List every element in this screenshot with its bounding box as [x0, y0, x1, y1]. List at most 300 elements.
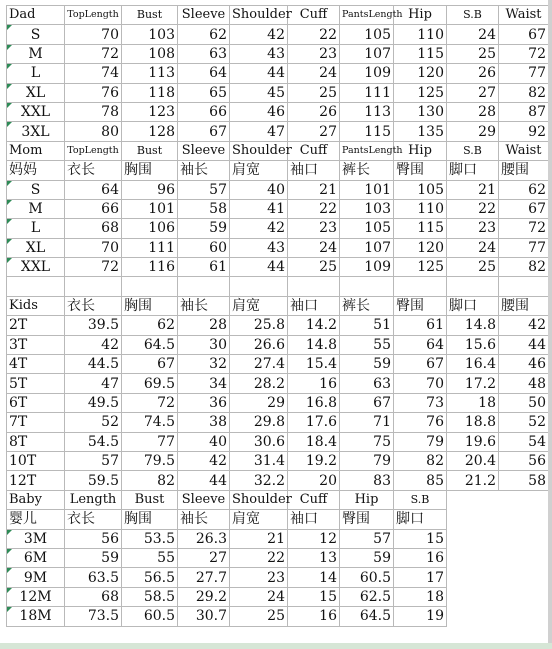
cell[interactable]: 79	[394, 432, 447, 451]
cell[interactable]: 23	[288, 219, 340, 238]
cell[interactable]: 66	[65, 199, 122, 218]
cell[interactable]: Sleeve	[178, 141, 230, 160]
cell[interactable]: Bust	[122, 6, 178, 25]
cell[interactable]: 130	[394, 102, 447, 121]
cell[interactable]: 67	[122, 355, 178, 374]
cell[interactable]: 73	[394, 393, 447, 412]
cell[interactable]: Hip	[394, 141, 447, 160]
cell[interactable]: 27.4	[230, 355, 288, 374]
cell[interactable]: 92	[499, 122, 549, 141]
cell[interactable]: 32	[178, 355, 230, 374]
cell[interactable]: 21	[288, 180, 340, 199]
cell[interactable]: 袖口	[288, 296, 340, 315]
cell[interactable]: 42	[230, 25, 288, 44]
cell[interactable]: 125	[394, 83, 447, 102]
cell[interactable]: 27	[447, 83, 499, 102]
cell[interactable]: 腰围	[499, 161, 549, 180]
cell[interactable]: 21	[230, 529, 288, 548]
cell[interactable]: TopLength	[65, 141, 122, 160]
cell[interactable]: 妈妈	[7, 161, 65, 180]
cell[interactable]: 72	[122, 393, 178, 412]
cell[interactable]: 66	[178, 102, 230, 121]
cell[interactable]: 109	[340, 258, 394, 277]
cell[interactable]: 48	[499, 374, 549, 393]
cell[interactable]: 64	[178, 64, 230, 83]
cell[interactable]: 53.5	[122, 529, 178, 548]
cell[interactable]: 111	[122, 238, 178, 257]
cell[interactable]: 108	[122, 44, 178, 63]
cell[interactable]: 54.5	[65, 432, 122, 451]
cell[interactable]: 42	[230, 219, 288, 238]
cell[interactable]: 28	[178, 316, 230, 335]
cell[interactable]: 59	[340, 548, 394, 567]
cell[interactable]: 44	[230, 258, 288, 277]
cell[interactable]: 63	[340, 374, 394, 393]
cell[interactable]: Hip	[394, 6, 447, 25]
size-cell[interactable]: XL	[7, 83, 65, 102]
cell[interactable]: 111	[340, 83, 394, 102]
size-cell[interactable]: 9M	[7, 568, 65, 587]
cell[interactable]: 15	[288, 587, 340, 606]
cell[interactable]: Waist	[499, 141, 549, 160]
cell[interactable]: 23	[447, 219, 499, 238]
cell[interactable]: 51	[340, 316, 394, 335]
cell[interactable]: 腰围	[499, 296, 549, 315]
size-cell[interactable]: 6M	[7, 548, 65, 567]
cell[interactable]: 62	[499, 180, 549, 199]
cell[interactable]: 16.4	[447, 355, 499, 374]
cell[interactable]: 52	[65, 413, 122, 432]
cell[interactable]: 82	[122, 471, 178, 490]
cell[interactable]: 107	[340, 44, 394, 63]
cell[interactable]: 101	[340, 180, 394, 199]
cell[interactable]: 肩宽	[230, 161, 288, 180]
cell[interactable]: 30.6	[230, 432, 288, 451]
cell[interactable]: 袖口	[288, 510, 340, 529]
cell[interactable]: 16.8	[288, 393, 340, 412]
cell[interactable]: 12	[288, 529, 340, 548]
cell[interactable]: Cuff	[288, 6, 340, 25]
cell[interactable]: 61	[394, 316, 447, 335]
cell[interactable]: 70	[65, 238, 122, 257]
cell[interactable]: 72	[65, 44, 122, 63]
size-cell[interactable]: 4T	[7, 355, 65, 374]
cell[interactable]: 118	[122, 83, 178, 102]
cell[interactable]: 60	[178, 238, 230, 257]
cell[interactable]: 103	[340, 199, 394, 218]
size-cell[interactable]: 2T	[7, 316, 65, 335]
cell[interactable]: 袖长	[178, 296, 230, 315]
cell[interactable]: 115	[394, 219, 447, 238]
cell[interactable]: 68	[65, 587, 122, 606]
cell[interactable]: 115	[340, 122, 394, 141]
cell[interactable]: Cuff	[288, 490, 340, 509]
cell[interactable]: 32.2	[230, 471, 288, 490]
cell[interactable]: 62.5	[340, 587, 394, 606]
cell[interactable]	[122, 277, 178, 296]
cell[interactable]: 52	[499, 413, 549, 432]
cell[interactable]: 22	[447, 199, 499, 218]
cell[interactable]	[394, 277, 447, 296]
cell[interactable]: 67	[178, 122, 230, 141]
cell[interactable]: 22	[230, 548, 288, 567]
cell[interactable]: 47	[230, 122, 288, 141]
size-cell[interactable]: L	[7, 64, 65, 83]
cell[interactable]: 14.8	[447, 316, 499, 335]
cell[interactable]: 胸围	[122, 510, 178, 529]
size-cell[interactable]: S	[7, 180, 65, 199]
cell[interactable]: 25	[447, 258, 499, 277]
cell[interactable]: 16	[288, 374, 340, 393]
cell[interactable]: 78	[65, 102, 122, 121]
cell[interactable]: 87	[499, 102, 549, 121]
cell[interactable]: 31.4	[230, 451, 288, 470]
cell[interactable]: 袖长	[178, 161, 230, 180]
cell[interactable]: 113	[340, 102, 394, 121]
cell[interactable]: 34	[178, 374, 230, 393]
cell[interactable]: 72	[499, 44, 549, 63]
cell[interactable]: 17	[394, 568, 447, 587]
cell[interactable]: 25	[230, 607, 288, 626]
cell[interactable]: 55	[122, 548, 178, 567]
cell[interactable]: 64	[65, 180, 122, 199]
cell[interactable]: 15	[394, 529, 447, 548]
cell[interactable]: 46	[230, 102, 288, 121]
cell[interactable]: 74	[65, 64, 122, 83]
cell[interactable]: TopLength	[65, 6, 122, 25]
cell[interactable]: 44.5	[65, 355, 122, 374]
cell[interactable]: 68	[65, 219, 122, 238]
cell[interactable]: 臀围	[394, 161, 447, 180]
cell[interactable]: 30	[178, 335, 230, 354]
cell[interactable]: 29	[447, 122, 499, 141]
cell[interactable]: 64.5	[340, 607, 394, 626]
size-cell[interactable]: XL	[7, 238, 65, 257]
cell[interactable]: 衣长	[65, 510, 122, 529]
cell[interactable]: 18	[394, 587, 447, 606]
cell[interactable]: 40	[230, 180, 288, 199]
cell[interactable]: 128	[122, 122, 178, 141]
cell[interactable]: 85	[394, 471, 447, 490]
cell[interactable]: 43	[230, 44, 288, 63]
cell[interactable]: 18.4	[288, 432, 340, 451]
cell[interactable]: 50	[499, 393, 549, 412]
cell[interactable]	[65, 277, 122, 296]
cell[interactable]: Length	[65, 490, 122, 509]
cell[interactable]: 75	[340, 432, 394, 451]
cell[interactable]: 109	[340, 64, 394, 83]
cell[interactable]: 25.8	[230, 316, 288, 335]
cell[interactable]: 71	[340, 413, 394, 432]
cell[interactable]: 76	[394, 413, 447, 432]
cell[interactable]: 脚口	[394, 510, 447, 529]
cell[interactable]: 135	[394, 122, 447, 141]
cell[interactable]: 55	[340, 335, 394, 354]
cell[interactable]: 115	[394, 44, 447, 63]
cell[interactable]: 59	[340, 355, 394, 374]
size-cell[interactable]: XXL	[7, 258, 65, 277]
cell[interactable]: 26	[447, 64, 499, 83]
cell[interactable]: 79.5	[122, 451, 178, 470]
cell[interactable]: 14.8	[288, 335, 340, 354]
cell[interactable]: 79	[340, 451, 394, 470]
cell[interactable]: 82	[499, 83, 549, 102]
cell[interactable]: 28.2	[230, 374, 288, 393]
cell[interactable]: 13	[288, 548, 340, 567]
size-cell[interactable]: S	[7, 25, 65, 44]
cell[interactable]: 116	[122, 258, 178, 277]
cell[interactable]: Baby	[7, 490, 65, 509]
cell[interactable]: 裤长	[340, 161, 394, 180]
cell[interactable]: 24	[447, 238, 499, 257]
cell[interactable]: 59.5	[65, 471, 122, 490]
cell[interactable]: 25	[288, 83, 340, 102]
cell[interactable]: 14	[288, 568, 340, 587]
cell[interactable]: 56	[499, 451, 549, 470]
cell[interactable]: 44	[499, 335, 549, 354]
cell[interactable]: 58	[178, 199, 230, 218]
cell[interactable]: 25	[447, 44, 499, 63]
size-cell[interactable]: 10T	[7, 451, 65, 470]
cell[interactable]: 41	[230, 199, 288, 218]
cell[interactable]: 64.5	[122, 335, 178, 354]
cell[interactable]: 59	[65, 548, 122, 567]
cell[interactable]: 67	[499, 199, 549, 218]
cell[interactable]: Cuff	[288, 141, 340, 160]
cell[interactable]: 16	[288, 607, 340, 626]
cell[interactable]	[7, 277, 65, 296]
size-cell[interactable]: XXL	[7, 102, 65, 121]
cell[interactable]: 臀围	[340, 510, 394, 529]
cell[interactable]: 105	[394, 180, 447, 199]
cell[interactable]: 27.7	[178, 568, 230, 587]
cell[interactable]: 58.5	[122, 587, 178, 606]
cell[interactable]: 42	[65, 335, 122, 354]
cell[interactable]: 125	[394, 258, 447, 277]
cell[interactable]: 62	[122, 316, 178, 335]
cell[interactable]: 26.6	[230, 335, 288, 354]
cell[interactable]: 58	[499, 471, 549, 490]
cell[interactable]: 胸围	[122, 296, 178, 315]
cell[interactable]: 76	[65, 83, 122, 102]
size-cell[interactable]: M	[7, 199, 65, 218]
cell[interactable]: 19.2	[288, 451, 340, 470]
cell[interactable]: 20	[288, 471, 340, 490]
cell[interactable]: 40	[178, 432, 230, 451]
cell[interactable]: 42	[178, 451, 230, 470]
cell[interactable]: 103	[122, 25, 178, 44]
cell[interactable]: 77	[122, 432, 178, 451]
cell[interactable]	[288, 277, 340, 296]
cell[interactable]: 衣长	[65, 296, 122, 315]
cell[interactable]: 26.3	[178, 529, 230, 548]
cell[interactable]: 60.5	[122, 607, 178, 626]
cell[interactable]: 20.4	[447, 451, 499, 470]
size-cell[interactable]: 5T	[7, 374, 65, 393]
cell[interactable]: 23	[230, 568, 288, 587]
cell[interactable]: 24	[288, 238, 340, 257]
cell[interactable]: 婴儿	[7, 510, 65, 529]
cell[interactable]: 64	[394, 335, 447, 354]
cell[interactable]: PantsLength	[340, 6, 394, 25]
cell[interactable]: 袖长	[178, 510, 230, 529]
cell[interactable]: 57	[65, 451, 122, 470]
cell[interactable]: 72	[499, 219, 549, 238]
cell[interactable]: Shoulder	[230, 490, 288, 509]
cell[interactable]: 57	[178, 180, 230, 199]
cell[interactable]: 袖口	[288, 161, 340, 180]
cell[interactable]: Mom	[7, 141, 65, 160]
cell[interactable]: 42	[499, 316, 549, 335]
cell[interactable]: 56	[65, 529, 122, 548]
cell[interactable]: 26	[288, 102, 340, 121]
cell[interactable]: 67	[394, 355, 447, 374]
cell[interactable]: 30.7	[178, 607, 230, 626]
cell[interactable]: 29.2	[178, 587, 230, 606]
size-cell[interactable]: 3XL	[7, 122, 65, 141]
cell[interactable]: 肩宽	[230, 510, 288, 529]
cell[interactable]: 肩宽	[230, 296, 288, 315]
cell[interactable]: 脚口	[447, 161, 499, 180]
cell[interactable]: 29.8	[230, 413, 288, 432]
size-cell[interactable]: 12M	[7, 587, 65, 606]
cell[interactable]: 24	[288, 64, 340, 83]
cell[interactable]: 65	[178, 83, 230, 102]
cell[interactable]: Dad	[7, 6, 65, 25]
cell[interactable]: 44	[230, 64, 288, 83]
size-cell[interactable]: 12T	[7, 471, 65, 490]
cell[interactable]: 82	[394, 451, 447, 470]
cell[interactable]: 67	[340, 393, 394, 412]
cell[interactable]: 17.6	[288, 413, 340, 432]
cell[interactable]	[178, 277, 230, 296]
cell[interactable]: 101	[122, 199, 178, 218]
size-cell[interactable]: 8T	[7, 432, 65, 451]
cell[interactable]: 120	[394, 238, 447, 257]
cell[interactable]: Hip	[340, 490, 394, 509]
cell[interactable]: 24	[230, 587, 288, 606]
cell[interactable]: 77	[499, 238, 549, 257]
size-cell[interactable]: 6T	[7, 393, 65, 412]
cell[interactable]: 77	[499, 64, 549, 83]
cell[interactable]: 胸围	[122, 161, 178, 180]
size-cell[interactable]: L	[7, 219, 65, 238]
cell[interactable]: 17.2	[447, 374, 499, 393]
cell[interactable]: 29	[230, 393, 288, 412]
cell[interactable]: 27	[288, 122, 340, 141]
cell[interactable]: 110	[394, 199, 447, 218]
cell[interactable]: 24	[447, 25, 499, 44]
size-cell[interactable]: 3T	[7, 335, 65, 354]
cell[interactable]: 73.5	[65, 607, 122, 626]
cell[interactable]: 16	[394, 548, 447, 567]
cell[interactable]: 63.5	[65, 568, 122, 587]
cell[interactable]: 72	[65, 258, 122, 277]
cell[interactable]: 臀围	[394, 296, 447, 315]
cell[interactable]: 105	[340, 25, 394, 44]
cell[interactable]: 47	[65, 374, 122, 393]
cell[interactable]: 107	[340, 238, 394, 257]
cell[interactable]: 74.5	[122, 413, 178, 432]
cell[interactable]	[230, 277, 288, 296]
cell[interactable]: 83	[340, 471, 394, 490]
cell[interactable]: Bust	[122, 141, 178, 160]
cell[interactable]: 19	[394, 607, 447, 626]
cell[interactable]: 39.5	[65, 316, 122, 335]
cell[interactable]: 67	[499, 25, 549, 44]
cell[interactable]	[340, 277, 394, 296]
cell[interactable]: 123	[122, 102, 178, 121]
cell[interactable]: 70	[394, 374, 447, 393]
cell[interactable]: 38	[178, 413, 230, 432]
cell[interactable]: 120	[394, 64, 447, 83]
cell[interactable]: Shoulder	[230, 141, 288, 160]
cell[interactable]: Bust	[122, 490, 178, 509]
cell[interactable]: 22	[288, 199, 340, 218]
cell[interactable]: 19.6	[447, 432, 499, 451]
cell[interactable]: 22	[288, 25, 340, 44]
cell[interactable]: 衣长	[65, 161, 122, 180]
cell[interactable]: 18	[447, 393, 499, 412]
cell[interactable]: 23	[288, 44, 340, 63]
cell[interactable]: 25	[288, 258, 340, 277]
cell[interactable]: Waist	[499, 6, 549, 25]
cell[interactable]: 28	[447, 102, 499, 121]
cell[interactable]: 56.5	[122, 568, 178, 587]
cell[interactable]: S.B	[447, 141, 499, 160]
cell[interactable]: Sleeve	[178, 490, 230, 509]
cell[interactable]: Kids	[7, 296, 65, 315]
size-cell[interactable]: 18M	[7, 607, 65, 626]
size-cell[interactable]: M	[7, 44, 65, 63]
cell[interactable]: 60.5	[340, 568, 394, 587]
cell[interactable]: 80	[65, 122, 122, 141]
size-cell[interactable]: 7T	[7, 413, 65, 432]
cell[interactable]: 106	[122, 219, 178, 238]
cell[interactable]: 45	[230, 83, 288, 102]
cell[interactable]: 44	[178, 471, 230, 490]
cell[interactable]: 113	[122, 64, 178, 83]
cell[interactable]: S.B	[447, 6, 499, 25]
cell[interactable]: 15.4	[288, 355, 340, 374]
cell[interactable]: 82	[499, 258, 549, 277]
cell[interactable]: S.B	[394, 490, 447, 509]
cell[interactable]: 46	[499, 355, 549, 374]
cell[interactable]: 36	[178, 393, 230, 412]
size-cell[interactable]: 3M	[7, 529, 65, 548]
cell[interactable]: 59	[178, 219, 230, 238]
cell[interactable]: 62	[178, 25, 230, 44]
cell[interactable]: 18.8	[447, 413, 499, 432]
cell[interactable]: Shoulder	[230, 6, 288, 25]
cell[interactable]: 57	[340, 529, 394, 548]
cell[interactable]	[499, 277, 549, 296]
cell[interactable]: 70	[65, 25, 122, 44]
cell[interactable]: 63	[178, 44, 230, 63]
cell[interactable]	[447, 277, 499, 296]
cell[interactable]: 21.2	[447, 471, 499, 490]
cell[interactable]: 69.5	[122, 374, 178, 393]
cell[interactable]: 27	[178, 548, 230, 567]
cell[interactable]: 96	[122, 180, 178, 199]
cell[interactable]: 110	[394, 25, 447, 44]
cell[interactable]: Sleeve	[178, 6, 230, 25]
cell[interactable]: 43	[230, 238, 288, 257]
cell[interactable]: 54	[499, 432, 549, 451]
cell[interactable]: 105	[340, 219, 394, 238]
cell[interactable]: 15.6	[447, 335, 499, 354]
cell[interactable]: 14.2	[288, 316, 340, 335]
